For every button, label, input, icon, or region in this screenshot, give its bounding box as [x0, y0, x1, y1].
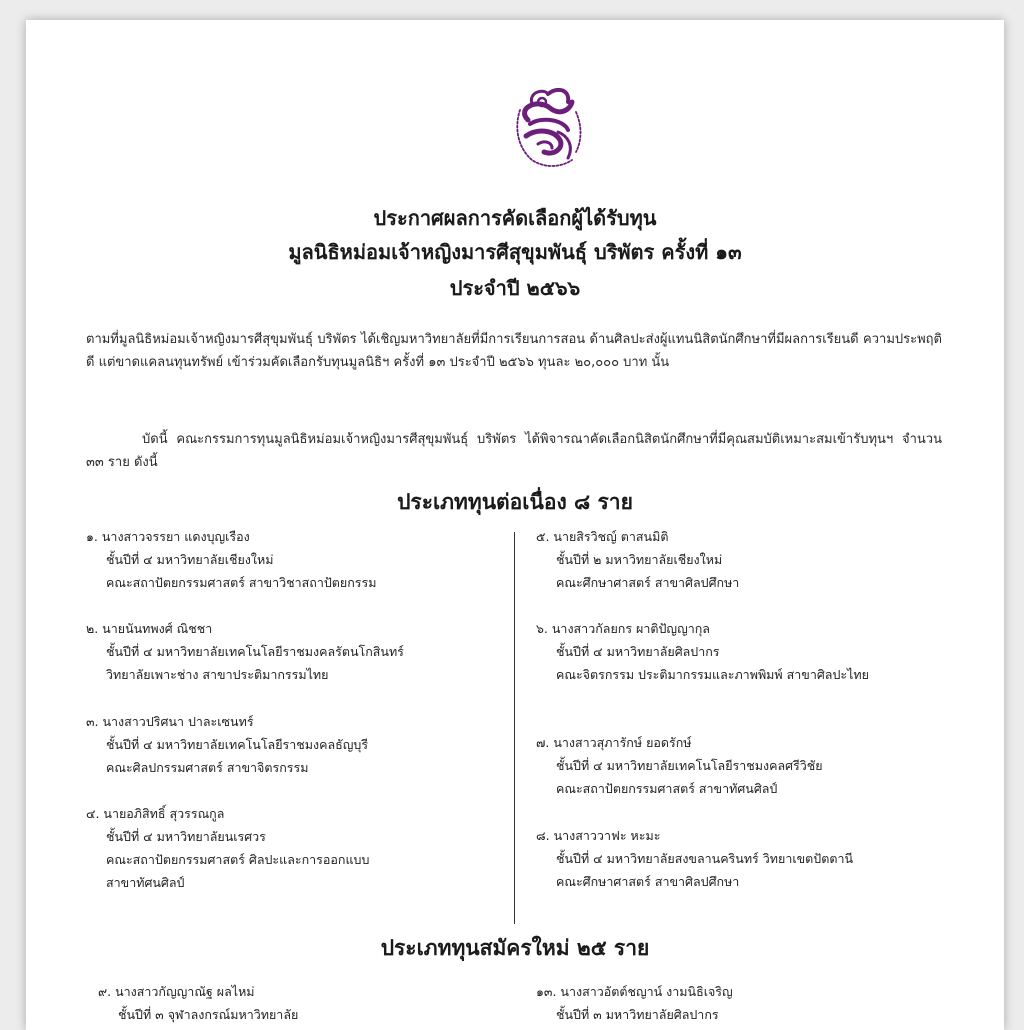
recipient-detail: ชั้นปีที่ ๔ มหาวิทยาลัยเทคโนโลยีราชมงคลรัตนโกสินทร์: [106, 644, 404, 659]
recipient-detail: คณะสถาปัตยกรรมศาสตร์ สาขาทัศนศิลป์: [556, 781, 778, 796]
recipient-detail: ชั้นปีที่ ๔ มหาวิทยาลัยเทคโนโลยีราชมงคลศรีวิชัย: [556, 758, 823, 773]
continuing-section-heading: ประเภททุนต่อเนื่อง ๘ ราย: [397, 490, 633, 514]
recipient-name: ๖. นางสาวกัลยกร ผาติปัญญากุล: [536, 621, 710, 636]
recipient-detail: คณะศึกษาศาสตร์ สาขาศิลปศึกษา: [556, 575, 740, 590]
recipient-entry: [536, 731, 823, 800]
recipient-name: ๑๓. นางสาวอัตต์ชญาน์ งามนิธิเจริญ: [536, 984, 733, 999]
recipient-entry: [536, 980, 733, 1026]
recipient-name: ๗. นางสาวสุภารักษ์ ยอดรักษ์: [536, 735, 692, 750]
recipient-entry: [86, 525, 376, 594]
recipient-entry: [86, 802, 369, 894]
recipient-detail: ชั้นปีที่ ๔ มหาวิทยาลัยนเรศวร: [106, 829, 266, 844]
recipient-name: ๔. นายอภิสิทธิ์ สุวรรณกูล: [86, 806, 225, 821]
recipient-detail: ชั้นปีที่ ๔ มหาวิทยาลัยสงขลานครินทร์ วิทยาเขตปัตตานี: [556, 851, 854, 866]
announcement-title: ประกาศผลการคัดเลือกผู้ได้รับทุน: [373, 206, 657, 230]
recipient-entry: [536, 525, 739, 594]
recipient-name: ๒. นายนันทพงศ์ ณิชชา: [86, 621, 213, 636]
recipient-name: ๕. นายสิรวิชญ์ ตาสนมิติ: [536, 529, 669, 544]
recipient-detail: คณะสถาปัตยกรรมศาสตร์ ศิลปะและการออกแบบ: [106, 852, 370, 867]
announcement-page: [26, 20, 1004, 1030]
recipient-detail: ชั้นปีที่ ๒ มหาวิทยาลัยเชียงใหม่: [556, 552, 723, 567]
result-paragraph: บัดนี้ คณะกรรมการทุนมูลนิธิหม่อมเจ้าหญิงมารศีสุขุมพันธุ์ บริพัตร ได้พิจารณาคัดเลือกนิสิตนักศึกษาที่มีคุณสมบัติเหมาะสมเข้ารับทุนฯ จำนวน ๓๓ ราย ดังนี้: [86, 432, 942, 470]
recipient-detail: ชั้นปีที่ ๓ จุฬาลงกรณ์มหาวิทยาลัย: [118, 1007, 299, 1022]
recipient-detail: ชั้นปีที่ ๔ มหาวิทยาลัยเชียงใหม่: [106, 552, 274, 567]
recipient-detail: ชั้นปีที่ ๓ มหาวิทยาลัยศิลปากร: [556, 1007, 719, 1022]
recipient-detail: วิทยาลัยเพาะช่าง สาขาประติมากรรมไทย: [106, 667, 329, 682]
foundation-seal-icon: [498, 80, 598, 180]
recipient-name: ๑. นางสาวจรรยา แดงบุญเรือง: [86, 529, 250, 544]
new-applicants-section-heading: ประเภททุนสมัครใหม่ ๒๕ ราย: [380, 936, 650, 960]
column-divider: [514, 532, 515, 924]
foundation-name-title: มูลนิธิหม่อมเจ้าหญิงมารศีสุขุมพันธุ์ บริพัตร ครั้งที่ ๑๓: [288, 240, 742, 264]
recipient-entry: [86, 710, 368, 779]
recipient-name: ๓. นางสาวปริศนา ปาละเซนทร์: [86, 714, 254, 729]
recipient-entry: [536, 824, 853, 893]
recipient-detail: ชั้นปีที่ ๔ มหาวิทยาลัยศิลปากร: [556, 644, 720, 659]
recipient-entry: [86, 617, 404, 686]
year-title: ประจำปี ๒๕๖๖: [449, 276, 581, 300]
intro-paragraph: ตามที่มูลนิธิหม่อมเจ้าหญิงมารศีสุขุมพันธุ์ บริพัตร ได้เชิญมหาวิทยาลัยที่มีการเรียนการสอน ด้านศิลปะส่งผู้แทนนิสิตนักศึกษาที่มีผลการเรียนดี ความประพฤติดี แต่ขาดแคลนทุนทรัพย์ เข้าร่วมคัดเลือกรับทุนมูลนิธิฯ ครั้งที่ ๑๓ ประจำปี ๒๕๖๖ ทุนละ ๒๐,๐๐๐ บาท นั้น: [86, 332, 942, 370]
recipient-detail: คณะศิลปกรรมศาสตร์ สาขาจิตรกรรม: [106, 760, 309, 775]
recipient-detail: ชั้นปีที่ ๔ มหาวิทยาลัยเทคโนโลยีราชมงคลธัญบุรี: [106, 737, 369, 752]
recipient-detail: สาขาทัศนศิลป์: [106, 875, 185, 890]
recipient-detail: คณะศึกษาศาสตร์ สาขาศิลปศึกษา: [556, 874, 740, 889]
recipient-name: ๘. นางสาววาฟะ หะมะ: [536, 828, 661, 843]
recipient-name: ๙. นางสาวกัญญาณัฐ ผลไหม่: [98, 984, 255, 999]
recipient-entry: [98, 980, 298, 1026]
recipient-entry: [536, 617, 869, 686]
recipient-detail: คณะสถาปัตยกรรมศาสตร์ สาขาวิชาสถาปัตยกรรม: [106, 575, 377, 590]
recipient-detail: คณะจิตรกรรม ประติมากรรมและภาพพิมพ์ สาขาศิลปะไทย: [556, 667, 869, 682]
